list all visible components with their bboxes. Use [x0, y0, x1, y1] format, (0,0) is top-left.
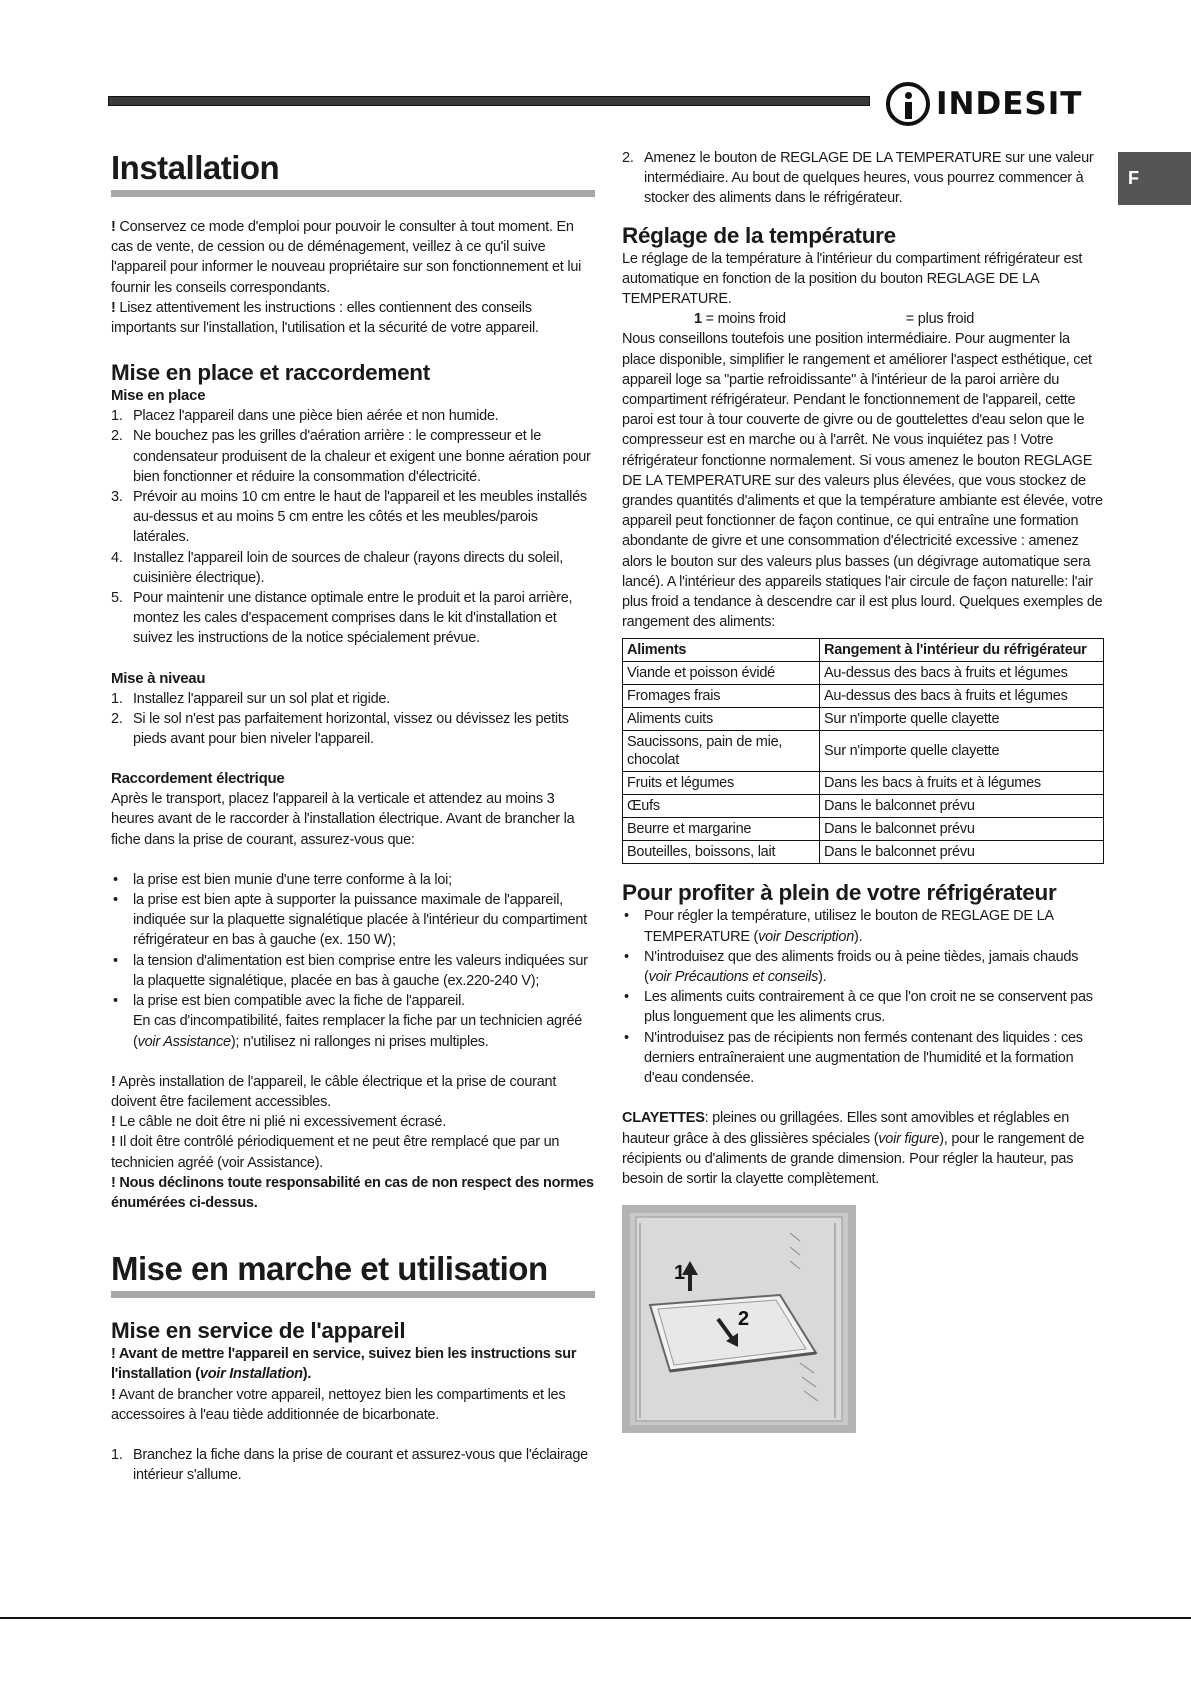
temp-body: Nous conseillons toutefois une position intermédiaire. Pour augmenter la place disponible, simplifier le rangement et améliorer l'aspect esthétique, cet appareil loge sa "partie refroidissante" à l'intérieur de la paroi arrière du compartiment réfrigérateur. Pendant le fonctionnement de l'appareil, cette paroi est tour à tour couverte de givre ou de gouttelettes d'eau selon que le compresseur est en marche ou à l'arrêt. Ne vous inquiétez pas ! Votre réfrigérateur fonctionne normalement. Si vous amenez le bouton REGLAGE DE LA TEMPERATURE sur des valeurs plus élevées, que vous stockez de grandes quantités d'aliments et que la température ambiante est élevée, votre appareil peut fonctionner de façon continue, ce qui entraîne une formation abondante de givre et une consommation d'électricité excessive : amenez alors le bouton sur des valeurs plus basses (un dégivrage automatique sera lancé). A l'intérieur des appareils statiques l'air circule de façon naturelle: l'air plus froid a tendance à descendre car il est plus lourd. Quelques exemples de rangement des aliments:: [622, 331, 1103, 631]
service-steps: [111, 1445, 595, 1485]
header-rule: [108, 96, 870, 106]
list-item: 2. Amenez le bouton de REGLAGE DE LA TEMPERATURE sur une valeur intermédiaire. Au bout de quelques heures, vous pourrez commencer à stocker des aliments dans le réfrigérateur.: [622, 150, 1094, 207]
service-clean: ! Avant de brancher votre appareil, nettoyez bien les compartiments et les accessoires à l'eau tiède additionnée de bicarbonate.: [111, 1386, 566, 1423]
list-item: • la prise est bien compatible avec la fiche de l'appareil. En cas d'incompatibilité, faites remplacer la fiche par un technicien agréé (voir Assistance); n'utilisez ni rallonges ni prises multiples.: [113, 993, 583, 1050]
shelf-illustration: [630, 1213, 848, 1425]
shelf-figure: [622, 1205, 856, 1433]
warning-mark: !: [111, 299, 116, 316]
list-item: • Les aliments cuits contrairement à ce que l'on croit ne se conservent pas plus longuement que les aliments crus.: [624, 989, 1093, 1026]
table-row: Viande et poisson évidé Au-dessus des bacs à fruits et légumes: [623, 662, 1104, 685]
table-row: Fruits et légumes Dans les bacs à fruits et à légumes: [623, 772, 1104, 795]
list-item: 2. Ne bouchez pas les grilles d'aération arrière : le compresseur et le condensateur produisent de la chaleur et exigent une bonne aération pour bien fonctionner et réduire la consommation d'électricité.: [111, 428, 591, 485]
table-row: Bouteilles, boissons, lait Dans le balconnet prévu: [623, 841, 1104, 864]
service-title: Mise en service de l'appareil: [111, 1318, 406, 1344]
title-underline: [111, 1291, 595, 1298]
service-steps-cont: [622, 148, 1106, 209]
raccordement-bullets: [111, 870, 595, 1052]
table-row: Saucissons, pain de mie, chocolat Sur n'importe quelle clayette: [623, 731, 1104, 772]
raccordement-intro: Après le transport, placez l'appareil à la verticale et attendez au moins 3 heures avant de le raccorder à l'installation électrique. Avant de brancher la fiche dans la prise de courant, assurez-vous que:: [111, 791, 575, 848]
language-tab: F: [1118, 152, 1191, 205]
temp-title: Réglage de la température: [622, 222, 896, 248]
list-item: • N'introduisez que des aliments froids ou à peine tièdes, jamais chauds (voir Précautions et conseils).: [624, 948, 1079, 986]
table-row: Beurre et margarine Dans le balconnet prévu: [623, 818, 1104, 841]
table-header-cell: Rangement à l'intérieur du réfrigérateur: [820, 639, 1104, 662]
list-item: • Pour régler la température, utilisez le bouton de REGLAGE DE LA TEMPERATURE (voir Description).: [624, 908, 1053, 945]
list-item: 1. Placez l'appareil dans une pièce bien aérée et non humide.: [111, 408, 499, 425]
title-underline: [111, 190, 595, 197]
list-item: • N'introduisez pas de récipients non fermés contenant des liquides : ces derniers entraîneraient une augmentation de l'humidité et la formation d'eau condensée.: [624, 1029, 1083, 1087]
raccordement-title: Raccordement électrique: [111, 770, 285, 788]
left-column: [111, 148, 595, 1485]
list-item: 5. Pour maintenir une distance optimale entre le produit et la paroi arrière, montez les cales d'espacement comprises dans le kit d'installation et suivez les instructions de la notice spécialement prévue.: [111, 590, 573, 647]
installation-title: Installation: [111, 149, 280, 186]
usage-title: Mise en marche et utilisation: [111, 1250, 548, 1288]
warning-4: ! Nous déclinons toute responsabilité en cas de non respect des normes énumérées ci-dessus.: [111, 1174, 594, 1211]
warning-3: ! Il doit être contrôlé périodiquement et ne peut être remplacé que par un technicien agréé (voir Assistance).: [111, 1134, 560, 1171]
storage-table: [622, 638, 1104, 864]
list-item: 2. Si le sol n'est pas parfaitement horizontal, vissez ou dévissez les petits pieds avant pour bien niveler l'appareil.: [111, 710, 569, 748]
info-logo-icon: [886, 82, 930, 126]
list-item: • la prise est bien munie d'une terre conforme à la loi;: [113, 871, 452, 888]
warning-2: ! Le câble ne doit être ni plié ni excessivement écrasé.: [111, 1114, 447, 1131]
mise-en-place-title: Mise en place: [111, 387, 206, 405]
intro-paragraph-2: ! Lisez attentivement les instructions : elles contiennent des conseils importants sur l'installation, l'utilisation et la sécurité de votre appareil.: [111, 299, 539, 337]
list-item: • la prise est bien apte à supporter la puissance maximale de l'appareil, indiquée sur la plaquette signalétique placée à l'intérieur du compartiment réfrigérateur en bas à gauche (ex. 150 W);: [113, 892, 587, 949]
table-row: Aliments cuits Sur n'importe quelle clayette: [623, 708, 1104, 731]
brand-name: INDESIT: [936, 86, 1083, 122]
intro-paragraph-1: ! Conservez ce mode d'emploi pour pouvoir le consulter à tout moment. En cas de vente, de cession ou de déménagement, veillez à ce qu'il suive l'appareil pour informer le nouveau propriétaire sur son fonctionnement et lui fournir les conseils correspondants.: [111, 219, 582, 296]
warning-mark: !: [111, 219, 116, 235]
figure-label-2: 2: [738, 1308, 749, 1331]
temp-scale: 1 = moins froid = plus froid: [694, 311, 975, 328]
right-column: [622, 148, 1106, 1433]
footer-rule: [0, 1617, 1191, 1619]
table-row: Fromages frais Au-dessus des bacs à fruits et légumes: [623, 685, 1104, 708]
list-item: • la tension d'alimentation est bien comprise entre les valeurs indiquées sur la plaquette signalétique, placée en bas à gauche (ex.220-240 V);: [113, 952, 588, 989]
indesit-logo: [886, 80, 1082, 128]
profit-bullets: [622, 906, 1106, 1088]
list-item: 1. Branchez la fiche dans la prise de courant et assurez-vous que l'éclairage intérieur s'allume.: [111, 1446, 588, 1484]
profit-title: Pour profiter à plein de votre réfrigérateur: [622, 880, 1057, 906]
niveau-list: [111, 689, 595, 750]
list-item: 3. Prévoir au moins 10 cm entre le haut de l'appareil et les meubles installés au-dessus et au moins 5 cm entre les côtés et les meubles/parois latérales.: [111, 489, 587, 546]
niveau-title: Mise à niveau: [111, 669, 206, 687]
temp-intro: Le réglage de la température à l'intérieur du compartiment réfrigérateur est automatique en fonction de la position du bouton REGLAGE DE LA TEMPERATURE.: [622, 250, 1083, 308]
mise-en-place-list: [111, 406, 595, 648]
list-item: 4. Installez l'appareil loin de sources de chaleur (rayons directs du soleil, cuisinière électrique).: [111, 549, 563, 586]
placement-title: Mise en place et raccordement: [111, 360, 430, 386]
warning-1: ! Après installation de l'appareil, le câble électrique et la prise de courant doivent être facilement accessibles.: [111, 1073, 557, 1110]
figure-label-1: 1: [674, 1262, 685, 1285]
list-item: 1. Installez l'appareil sur un sol plat et rigide.: [111, 690, 390, 707]
table-header-row: [623, 639, 1104, 662]
service-warning: ! Avant de mettre l'appareil en service, suivez bien les instructions sur l'installation (voir Installation).: [111, 1346, 577, 1383]
clayettes-paragraph: CLAYETTES: pleines ou grillagées. Elles sont amovibles et réglables en hauteur grâce à des glissières spéciales (voir figure), pour le rangement de récipients ou d'aliments de grande dimension. Pour régler la hauteur, pas besoin de sortir la clayette complètement.: [622, 1110, 1085, 1187]
table-row: Œufs Dans le balconnet prévu: [623, 795, 1104, 818]
table-header-cell: Aliments: [623, 639, 820, 662]
